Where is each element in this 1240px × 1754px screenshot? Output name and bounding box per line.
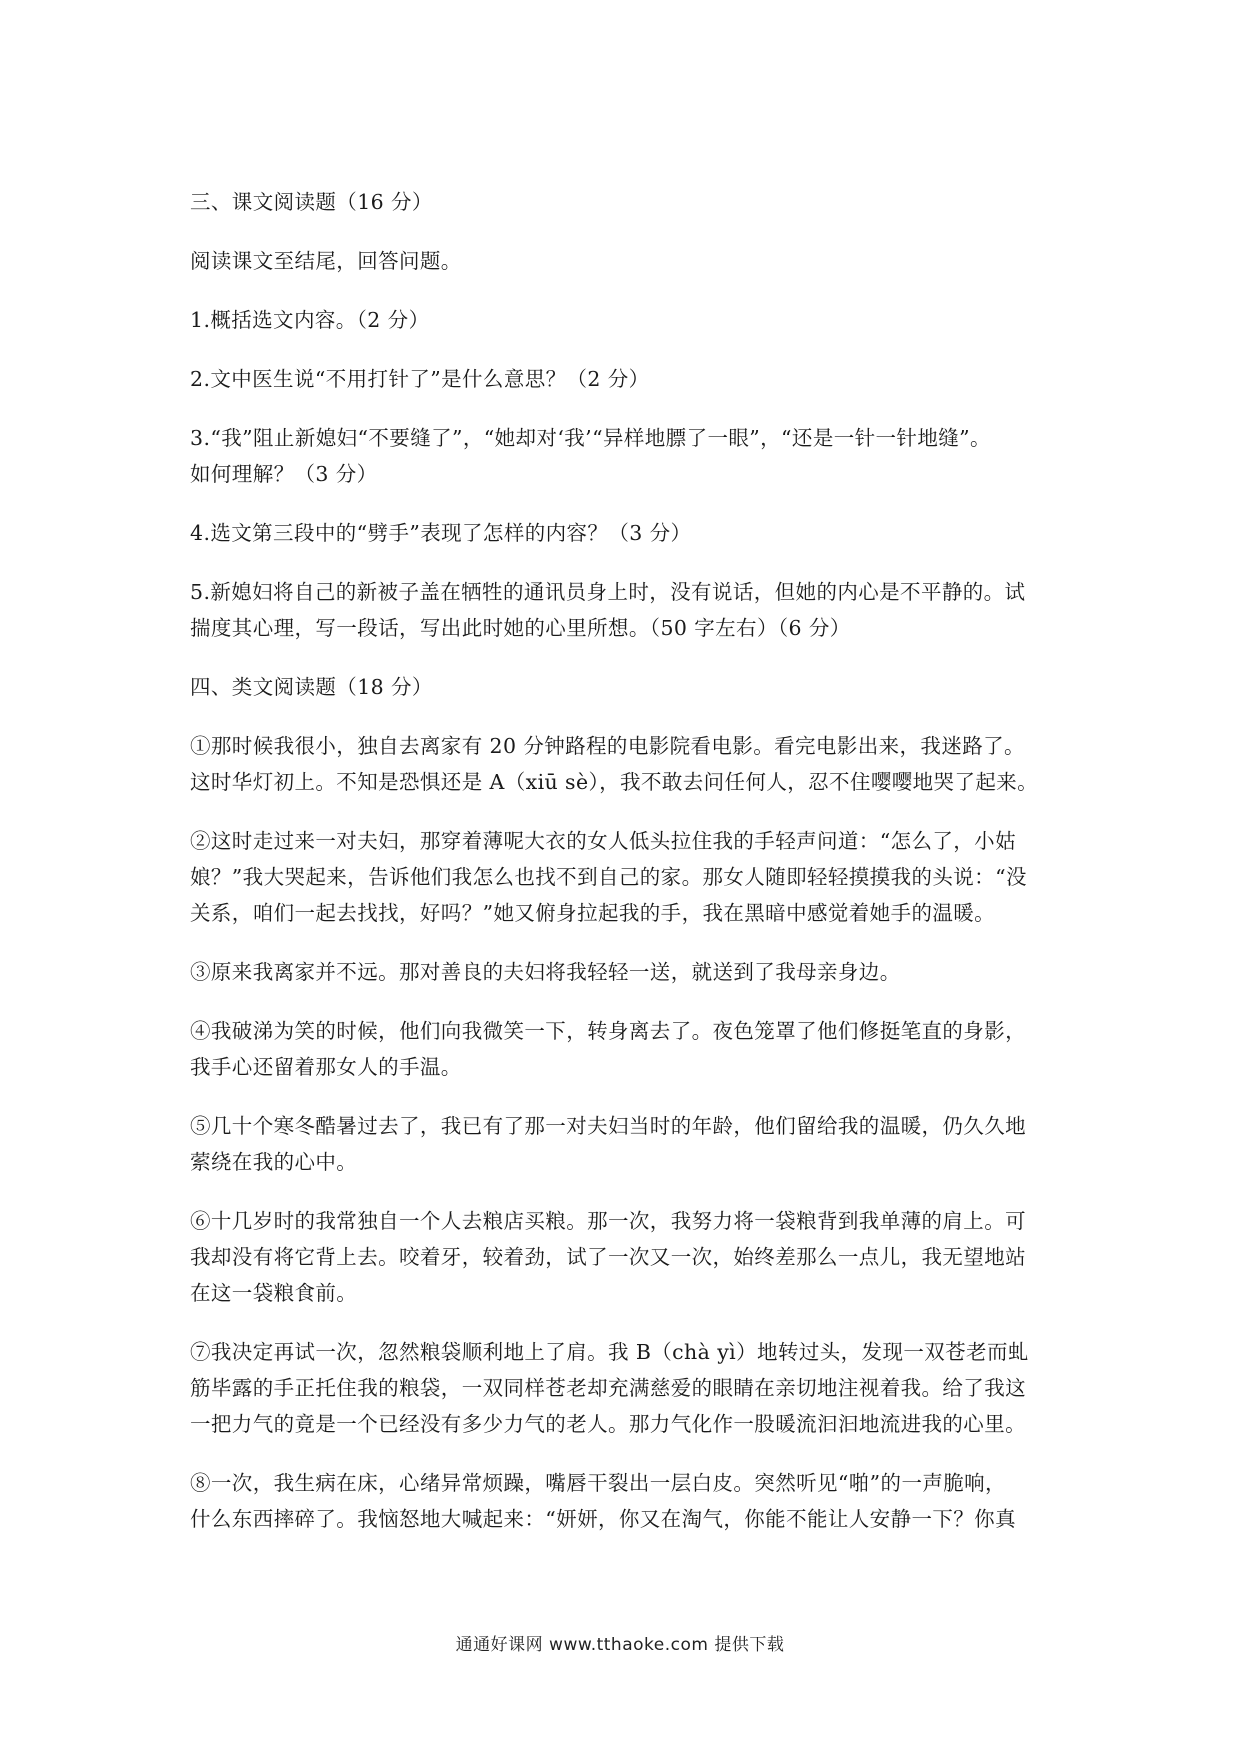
question-item-line: 1.概括选文内容。（2 分） <box>190 308 430 332</box>
passage-paragraph-line: ③原来我离家并不远。那对善良的夫妇将我轻轻一送，就送到了我母亲身边。 <box>190 960 901 984</box>
section-heading-3-text: 三、课文阅读题（16 分） <box>190 190 433 214</box>
question-item <box>190 302 1060 338</box>
passage-paragraph-line: 萦绕在我的心中。 <box>190 1150 358 1174</box>
passage-paragraph-line: ②这时走过来一对夫妇，那穿着薄呢大衣的女人低头拉住我的手轻声问道：“怎么了，小姑 <box>190 829 1016 853</box>
passage-paragraph <box>190 1203 1060 1311</box>
passage-paragraph-line: 关系，咱们一起去找找，好吗？”她又俯身拉起我的手，我在黑暗中感觉着她手的温暖。 <box>190 901 996 925</box>
passage-paragraph <box>190 1013 1060 1085</box>
passage-paragraph-line: 什么东西摔碎了。我恼怒地大喊起来：“妍妍，你又在淘气，你能不能让人安静一下？你真 <box>190 1507 1016 1531</box>
passage-paragraph-line: ⑤几十个寒冬酷暑过去了，我已有了那一对夫妇当时的年龄，他们留给我的温暖，仍久久地 <box>190 1114 1026 1138</box>
passage-paragraph <box>190 823 1060 931</box>
question-item-line: 如何理解？（3 分） <box>190 462 378 486</box>
passage-paragraph <box>190 1334 1060 1442</box>
question-item-line: 2.文中医生说“不用打针了”是什么意思？（2 分） <box>190 367 650 391</box>
passage-paragraph-line: ①那时候我很小，独自去离家有 20 分钟路程的电影院看电影。看完电影出来，我迷路了。 <box>190 734 1025 758</box>
passage-paragraph-line: 一把力气的竟是一个已经没有多少力气的老人。那力气化作一股暖流汩汩地流进我的心里。 <box>190 1412 1026 1436</box>
passage-paragraph-line: ⑦我决定再试一次，忽然粮袋顺利地上了肩。我 B（chà yì）地转过头，发现一双苍老而虬 <box>190 1340 1029 1364</box>
question-item-line: 3.“我”阻止新媳妇“不要缝了”，“她却对‘我’“异样地膘了一眼”，“还是一针一针地缝”。 <box>190 426 991 450</box>
passage-paragraph <box>190 1108 1060 1180</box>
question-item-line: 4.选文第三段中的“劈手”表现了怎样的内容？（3 分） <box>190 521 692 545</box>
page-content <box>190 184 1060 1560</box>
passage-paragraph <box>190 1465 1060 1537</box>
passage-paragraph <box>190 728 1060 800</box>
question-item-line: 揣度其心理，写一段话，写出此时她的心里所想。（50 字左右）（6 分） <box>190 616 851 640</box>
passage-paragraph-line: ⑥十几岁时的我常独自一个人去粮店买粮。那一次，我努力将一袋粮背到我单薄的肩上。可 <box>190 1209 1026 1233</box>
passage-paragraph-line: ④我破涕为笑的时候，他们向我微笑一下，转身离去了。夜色笼罩了他们修挺笔直的身影， <box>190 1019 1026 1043</box>
passage-paragraph-line: 娘？”我大哭起来，告诉他们我怎么也找不到自己的家。那女人随即轻轻摸摸我的头说：“没 <box>190 865 1027 889</box>
question-item <box>190 420 1060 492</box>
passage-paragraph <box>190 954 1060 990</box>
question-item <box>190 515 1060 551</box>
question-item <box>190 574 1060 646</box>
question-item <box>190 361 1060 397</box>
section-heading-4-text: 四、类文阅读题（18 分） <box>190 675 433 699</box>
passage-paragraph-line: ⑧一次，我生病在床，心绪异常烦躁，嘴唇干裂出一层白皮。突然听见“啪”的一声脆响， <box>190 1471 1006 1495</box>
passage-paragraph-line: 我手心还留着那女人的手温。 <box>190 1055 462 1079</box>
page-footer: 通通好课网 www.tthaoke.com 提供下载 <box>455 1635 785 1655</box>
passage-paragraph-line: 筋毕露的手正托住我的粮袋，一双同样苍老却充满慈爱的眼睛在亲切地注视着我。给了我这 <box>190 1376 1026 1400</box>
section-heading-4 <box>190 669 1060 705</box>
passage-paragraph-line: 这时华灯初上。不知是恐惧还是 A（xiū sè），我不敢去问任何人，忍不住嘤嘤地哭了起来。 <box>190 770 1039 794</box>
passage-paragraph-line: 我却没有将它背上去。咬着牙，较着劲，试了一次又一次，始终差那么一点儿，我无望地站 <box>190 1245 1026 1269</box>
reading-instruction-text: 阅读课文至结尾，回答问题。 <box>190 249 462 273</box>
passage-paragraph-line: 在这一袋粮食前。 <box>190 1281 358 1305</box>
question-item-line: 5.新媳妇将自己的新被子盖在牺牲的通讯员身上时，没有说话，但她的内心是不平静的。试 <box>190 580 1026 604</box>
section-heading-3 <box>190 184 1060 220</box>
reading-instruction <box>190 243 1060 279</box>
